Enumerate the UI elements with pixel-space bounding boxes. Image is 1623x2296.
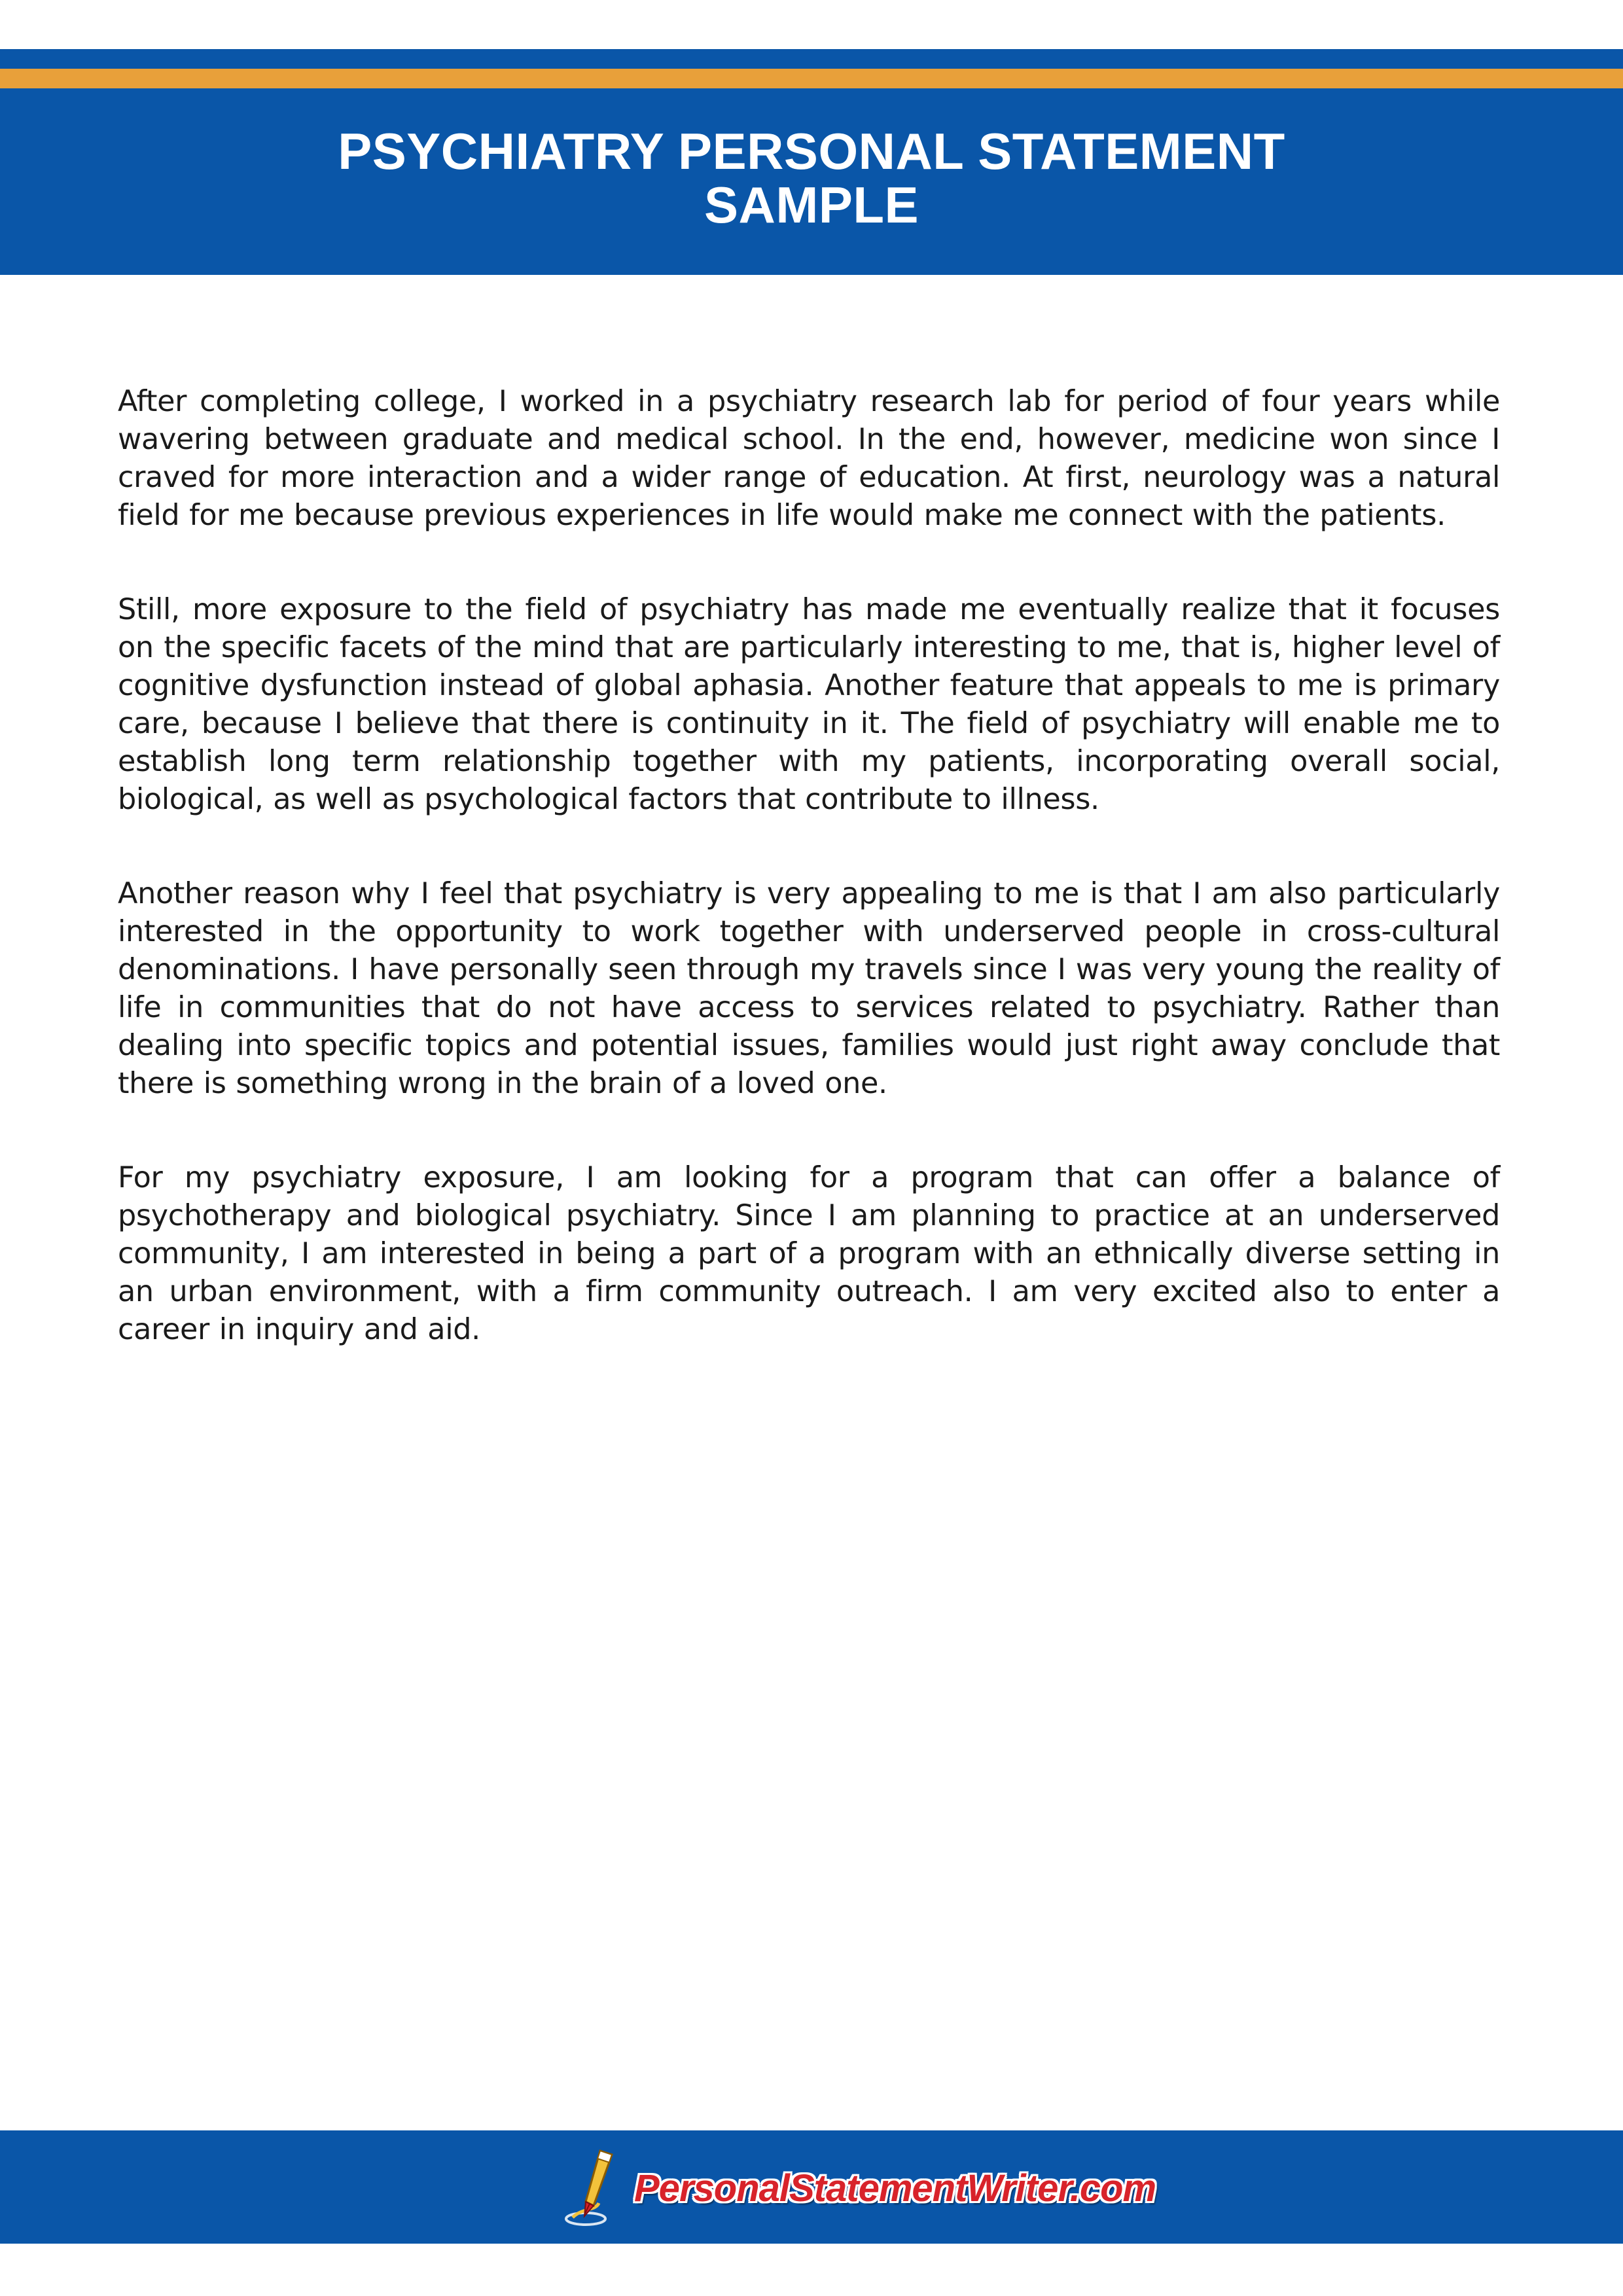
paragraph-3: Another reason why I feel that psychiatry is very appealing to me is that I am also particularly interested in the opportunity to work together with underserved people in cross-cultural denominations. I have personally seen through my travels since I was very young the reality of life in communities that do not have access to services related to psychiatry. Rather than dealing into specific topics and potential issues, families would just right away conclude that there is something wrong in the brain of a loved one. [118,877,1500,1100]
site-logo[interactable] [560,2142,1156,2234]
logo-text: PersonalStatementWriter.com [634,2166,1156,2210]
paragraph-2: Still, more exposure to the field of psychiatry has made me eventually realize that it focuses on the specific facets of the mind that are particularly interesting to me, that is, higher level of cognitive dysfunction instead of global aphasia. Another feature that appeals to me is primary care, because I believe that there is continuity in it. The field of psychiatry will enable me to establish long term relationship together with my patients, incorporating overall social, biological, as well as psychological factors that contribute to illness. [118,593,1500,816]
page-title-line-1: PSYCHIATRY PERSONAL STATEMENT [338,122,1285,180]
footer-banner [0,2130,1623,2244]
page-title [0,124,1623,232]
paragraph-4: For my psychiatry exposure, I am looking for a program that can offer a balance of psychotherapy and biological psychiatry. Since I am planning to practice at an underserved community, I am interested in being a part of a program with an ethnically diverse setting in an urban environment, with a firm community outreach. I am very excited also to enter a career in inquiry and aid. [118,1161,1500,1346]
fountain-pen-icon [560,2145,632,2231]
header-banner [0,49,1623,275]
statement-body [118,383,1500,1405]
header-accent-stripe [0,69,1623,88]
paragraph-1: After completing college, I worked in a psychiatry research lab for period of four years while wavering between graduate and medical school. In the end, however, medicine won since I craved for more interaction and a wider range of education. At first, neurology was a natural field for me because previous experiences in life would make me connect with the patients. [118,385,1500,532]
page-title-line-2: SAMPLE [704,176,919,234]
